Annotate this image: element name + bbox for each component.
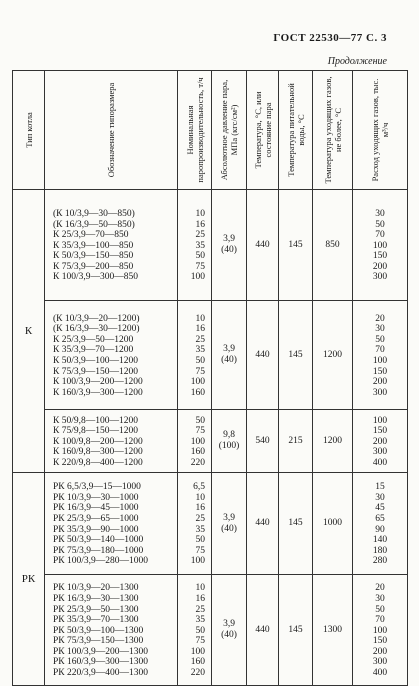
- steam-temp-cell: [247, 410, 279, 473]
- boiler-type-label: РК: [21, 572, 36, 585]
- capacity-list-item: 35: [195, 240, 205, 251]
- steam-temp-cell-value: 440: [255, 624, 270, 635]
- designation-list-item: РК 16/3,9—45—1000: [53, 503, 139, 514]
- flue-flow-list: [353, 410, 408, 473]
- capacity-list: [178, 410, 212, 473]
- designation-list-item: РК 75/3,9—180—1000: [53, 545, 144, 556]
- designation-list-item: РК 16/3,9—30—1300: [53, 593, 139, 604]
- designation-list: [45, 301, 178, 410]
- designation-list-item: К 50/3,9—150—850: [53, 251, 134, 262]
- flue-flow-list-item: 200: [372, 377, 388, 388]
- designation-list-item: РК 35/3,9—90—1000: [53, 524, 139, 535]
- pressure-cell-value: 3,9: [223, 512, 235, 523]
- flue-flow-list-item: 70: [375, 345, 385, 356]
- capacity-list-item: 10: [195, 208, 205, 219]
- capacity-list-item: 6,5: [193, 482, 205, 493]
- capacity-list-item: 160: [190, 447, 205, 458]
- steam-temp-cell-value: 440: [255, 349, 270, 360]
- capacity-list-item: 25: [195, 334, 205, 345]
- capacity-list-item: 16: [195, 593, 205, 604]
- designation-list-item: К 75/9,8—150—1200: [53, 426, 138, 437]
- designation-list-item: (К 10/3,9—20—1200): [53, 313, 140, 324]
- capacity-list-item: 16: [195, 324, 205, 335]
- designation-list-item: РК 10/3,9—30—1000: [53, 492, 139, 503]
- flue-flow-list-item: 280: [372, 556, 388, 567]
- flue-flow-list: [353, 190, 408, 301]
- designation-list-item: РК 50/3,9—100—1300: [53, 625, 144, 636]
- col-header-flue-flow: Расход уходящих газов, тыс. м³/ч: [353, 71, 408, 190]
- flue-flow-list-item: 400: [372, 668, 388, 679]
- feed-temp-cell: [279, 575, 313, 686]
- flue-temp-cell: [313, 575, 353, 686]
- table-row: [13, 410, 408, 473]
- designation-list-item: (К 16/3,9—50—850): [53, 219, 135, 230]
- pressure-cell: [212, 190, 247, 301]
- capacity-list-item: 25: [195, 230, 205, 241]
- flue-flow-list-item: 140: [372, 535, 388, 546]
- capacity-list-item: 50: [195, 251, 205, 262]
- flue-flow-list-item: 90: [375, 524, 385, 535]
- boiler-type-cell: [13, 473, 45, 686]
- flue-flow-list-item: 30: [375, 324, 385, 335]
- flue-temp-cell-value: 1200: [323, 435, 342, 446]
- designation-list-item: РК 75/3,9—150—1300: [53, 636, 144, 647]
- designation-list: [45, 473, 178, 575]
- designation-list: [45, 575, 178, 686]
- flue-flow-list-item: 150: [372, 636, 388, 647]
- pressure-cell-value: (40): [221, 355, 237, 365]
- capacity-list-item: 100: [190, 556, 205, 567]
- designation-list-item: РК 100/3,9—200—1300: [53, 646, 149, 657]
- designation-list-item: РК 6,5/3,9—15—1000: [53, 482, 141, 493]
- pressure-cell: [212, 301, 247, 410]
- flue-flow-list-item: 100: [372, 625, 388, 636]
- capacity-list-item: 50: [195, 625, 205, 636]
- designation-list-item: К 25/3,9—70—850: [53, 230, 129, 241]
- steam-temp-cell-value: 540: [255, 435, 270, 446]
- designation-list-item: РК 220/3,9—400—1300: [53, 668, 149, 679]
- capacity-list-item: 10: [195, 583, 205, 594]
- capacity-list: [178, 190, 212, 301]
- standard-header: ГОСТ 22530—77 С. 3: [273, 32, 387, 44]
- table-row: [13, 473, 408, 575]
- pressure-cell-value: (40): [221, 523, 237, 534]
- flue-flow-list: [353, 301, 408, 410]
- flue-temp-cell: [313, 473, 353, 575]
- designation-list-item: К 75/3,9—150—1200: [53, 366, 138, 377]
- col-header-feed-temp: Температура питательной воды, °С: [279, 71, 313, 190]
- table-row: [13, 190, 408, 301]
- feed-temp-cell-value: 145: [288, 349, 303, 360]
- capacity-list: [178, 473, 212, 575]
- pressure-cell-value: 3,9: [223, 619, 235, 630]
- designation-list-item: РК 25/3,9—65—1000: [53, 513, 139, 524]
- capacity-list-item: 16: [195, 503, 205, 514]
- steam-temp-cell: [247, 301, 279, 410]
- capacity-list-item: 100: [190, 646, 205, 657]
- flue-flow-list-item: 15: [375, 482, 385, 493]
- capacity-list-item: 50: [195, 415, 205, 426]
- designation-list-item: К 25/3,9—50—1200: [53, 334, 134, 345]
- capacity-list-item: 10: [195, 313, 205, 324]
- flue-flow-list-item: 400: [372, 457, 388, 468]
- steam-temp-cell: [247, 190, 279, 301]
- col-header-type: Тип котла: [13, 71, 45, 190]
- capacity-list-item: 75: [195, 636, 205, 647]
- flue-flow-list-item: 200: [372, 436, 388, 447]
- designation-list-item: РК 10/3,9—20—1300: [53, 583, 139, 594]
- table-row: [13, 575, 408, 686]
- col-header-steam-temp: Температура, °С, или состояние пара: [247, 71, 279, 190]
- designation-list-item: РК 160/3,9—300—1300: [53, 657, 149, 668]
- col-header-flue-temp: Температура уходящих газов, не более, °С: [313, 71, 353, 190]
- designation-list-item: РК 50/3,9—140—1000: [53, 535, 144, 546]
- designation-list-item: К 100/3,9—200—1200: [53, 377, 143, 388]
- flue-flow-list-item: 70: [375, 615, 385, 626]
- boiler-type-cell: [13, 190, 45, 473]
- pressure-cell: [212, 473, 247, 575]
- capacity-list-item: 100: [190, 436, 205, 447]
- boiler-type-label: К: [24, 324, 33, 337]
- designation-list-item: К 100/3,9—300—850: [53, 272, 138, 283]
- designation-list-item: К 50/9,8—100—1200: [53, 415, 138, 426]
- steam-temp-cell-value: 440: [255, 518, 270, 529]
- capacity-list-item: 220: [190, 457, 205, 468]
- flue-flow-list-item: 150: [372, 366, 388, 377]
- flue-flow-list-item: 200: [372, 261, 388, 272]
- designation-list-item: К 50/3,9—100—1200: [53, 356, 138, 366]
- designation-list-item: РК 25/3,9—50—1300: [53, 604, 139, 615]
- flue-flow-list-item: 180: [372, 545, 388, 556]
- flue-flow-list-item: 300: [372, 272, 388, 283]
- flue-flow-list-item: 45: [375, 503, 385, 514]
- flue-flow-list-item: 300: [372, 447, 388, 458]
- flue-flow-list-item: 30: [375, 208, 385, 219]
- pressure-cell-value: (40): [221, 630, 237, 640]
- flue-flow-list-item: 30: [375, 593, 385, 604]
- feed-temp-cell-value: 145: [288, 239, 303, 250]
- flue-flow-list-item: 50: [375, 334, 385, 345]
- flue-flow-list-item: 65: [375, 513, 385, 524]
- flue-flow-list-item: 20: [375, 583, 385, 594]
- flue-temp-cell: [313, 190, 353, 301]
- pressure-cell-value: 3,9: [223, 234, 235, 245]
- capacity-list-item: 50: [195, 535, 205, 546]
- steam-temp-cell-value: 440: [255, 239, 270, 250]
- feed-temp-cell: [279, 410, 313, 473]
- flue-temp-cell-value: 1300: [323, 624, 342, 635]
- feed-temp-cell: [279, 301, 313, 410]
- designation-list: [45, 410, 178, 473]
- designation-list-item: К 220/9,8—400—1200: [53, 457, 143, 468]
- flue-flow-list-item: 300: [372, 387, 388, 398]
- flue-flow-list-item: 300: [372, 657, 388, 668]
- capacity-list-item: 100: [190, 377, 205, 388]
- col-header-pressure: Абсолютное давление пара, МПа (кгс/см²): [212, 71, 247, 190]
- continuation-label: Продолжение: [327, 56, 387, 67]
- designation-list-item: (К 16/3,9—30—1200): [53, 324, 140, 335]
- steam-temp-cell: [247, 473, 279, 575]
- designation-list-item: К 35/3,9—100—850: [53, 240, 134, 251]
- capacity-list-item: 100: [190, 272, 205, 283]
- feed-temp-cell: [279, 190, 313, 301]
- capacity-list-item: 160: [190, 657, 205, 668]
- designation-list-item: К 100/9,8—200—1200: [53, 436, 143, 447]
- capacity-list-item: 35: [195, 345, 205, 356]
- flue-flow-list-item: 100: [372, 240, 388, 251]
- flue-temp-cell-value: 850: [325, 239, 340, 250]
- capacity-list-item: 35: [195, 524, 205, 535]
- col-header-designation: Обозначение типоразмера: [45, 71, 178, 190]
- flue-flow-list-item: 50: [375, 219, 385, 230]
- capacity-list: [178, 575, 212, 686]
- flue-flow-list-item: 100: [372, 356, 388, 366]
- flue-temp-cell-value: 1200: [323, 349, 342, 360]
- flue-flow-list-item: 100: [372, 415, 388, 426]
- capacity-list-item: 75: [195, 545, 205, 556]
- feed-temp-cell-value: 145: [288, 624, 303, 635]
- designation-list-item: РК 100/3,9—280—1000: [53, 556, 149, 567]
- designation-list-item: К 35/3,9—70—1200: [53, 345, 134, 356]
- capacity-list-item: 50: [195, 356, 205, 366]
- capacity-list-item: 10: [195, 492, 205, 503]
- flue-flow-list-item: 200: [372, 646, 388, 657]
- capacity-list-item: 35: [195, 615, 205, 626]
- capacity-list-item: 75: [195, 426, 205, 437]
- table-row: [13, 301, 408, 410]
- designation-list-item: К 160/3,9—300—1200: [53, 387, 143, 398]
- feed-temp-cell-value: 215: [288, 435, 303, 446]
- capacity-list-item: 75: [195, 366, 205, 377]
- capacity-list: [178, 301, 212, 410]
- designation-list-item: К 75/3,9—200—850: [53, 261, 134, 272]
- flue-flow-list-item: 20: [375, 313, 385, 324]
- pressure-cell-value: (100): [218, 441, 240, 451]
- flue-temp-cell-value: 1000: [323, 518, 342, 529]
- flue-temp-cell: [313, 410, 353, 473]
- designation-list-item: К 160/9,8—300—1200: [53, 447, 143, 458]
- steam-temp-cell: [247, 575, 279, 686]
- pressure-cell-value: (40): [221, 245, 237, 255]
- table-header-row: [13, 71, 408, 190]
- capacity-list-item: 75: [195, 261, 205, 272]
- designation-list-item: (К 10/3,9—30—850): [53, 208, 135, 219]
- flue-flow-list-item: 150: [372, 426, 388, 437]
- flue-flow-list-item: 150: [372, 251, 388, 262]
- feed-temp-cell: [279, 473, 313, 575]
- flue-flow-list: [353, 575, 408, 686]
- capacity-list-item: 220: [190, 668, 205, 679]
- col-header-capacity: Номинальная паропроизводительность, т/ч: [178, 71, 212, 190]
- capacity-list-item: 25: [195, 604, 205, 615]
- flue-flow-list: [353, 473, 408, 575]
- pressure-cell-value: 9,8: [223, 430, 235, 441]
- designation-list: [45, 190, 178, 301]
- capacity-list-item: 25: [195, 513, 205, 524]
- flue-flow-list-item: 50: [375, 604, 385, 615]
- flue-flow-list-item: 70: [375, 230, 385, 241]
- designation-list-item: РК 35/3,9—70—1300: [53, 615, 139, 626]
- boiler-table: [12, 70, 408, 686]
- flue-flow-list-item: 30: [375, 492, 385, 503]
- feed-temp-cell-value: 145: [288, 518, 303, 529]
- pressure-cell: [212, 410, 247, 473]
- pressure-cell: [212, 575, 247, 686]
- pressure-cell-value: 3,9: [223, 344, 235, 355]
- capacity-list-item: 160: [190, 387, 205, 398]
- flue-temp-cell: [313, 301, 353, 410]
- capacity-list-item: 16: [195, 219, 205, 230]
